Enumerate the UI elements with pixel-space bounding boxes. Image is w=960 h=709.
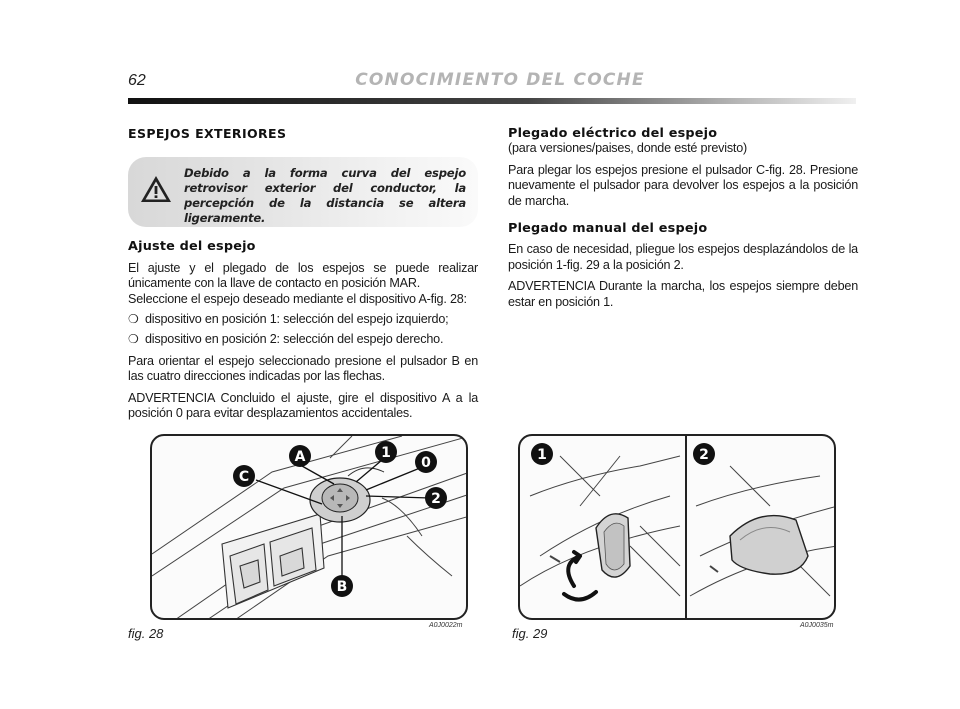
mirror-folding-illustration	[520, 436, 836, 620]
paragraph-advertencia-plegado: ADVERTENCIA Durante la marcha, los espejos siempre deben estar en posición 1.	[508, 279, 858, 309]
svg-text:1: 1	[537, 447, 547, 463]
right-column	[508, 126, 858, 310]
figure-28-label: fig. 28	[128, 626, 164, 641]
warning-box	[128, 157, 478, 227]
paragraph-advertencia-ajuste: ADVERTENCIA Concluido el ajuste, gire el dispositivo A a la posición 0 para evitar desplazamientos accidentales.	[128, 390, 478, 421]
section-title: CONOCIMIENTO DEL COCHE	[355, 70, 645, 90]
callout-1	[375, 441, 397, 463]
circle-bullet-icon: ❍	[128, 332, 139, 347]
warning-text: Debido a la forma curva del espejo retrovisor exterior del conductor, la percepción de la distancia se altera ligeramente.	[184, 166, 466, 226]
header-rule	[128, 98, 856, 104]
figure-28	[150, 434, 468, 620]
figure-29-code: A0J0035m	[800, 622, 834, 629]
paragraph-ajuste-1: El ajuste y el plegado de los espejos se puede realizar únicamente con la llave de contacto en posición MAR.	[128, 260, 478, 291]
callout-c	[233, 465, 255, 487]
svg-text:A: A	[294, 449, 306, 465]
page-number: 62	[128, 72, 146, 89]
heading-plegado-manual: Plegado manual del espejo	[508, 221, 708, 237]
heading-espejos-exteriores: ESPEJOS EXTERIORES	[128, 126, 287, 141]
callout-b	[331, 575, 353, 597]
heading-ajuste-espejo: Ajuste del espejo	[128, 239, 256, 255]
list-item: ❍ dispositivo en posición 1: selección del espejo izquierdo;	[128, 312, 449, 327]
left-column	[128, 126, 478, 421]
paragraph-plegado-electrico: Para plegar los espejos presione el pulsador C-fig. 28. Presione nuevamente el pulsador para devolver los espejos a la posición de marcha.	[508, 162, 858, 208]
mirror-control-illustration	[152, 436, 468, 620]
callout-2	[693, 443, 715, 465]
svg-text:2: 2	[431, 491, 441, 507]
callout-a	[289, 445, 311, 467]
callout-1	[531, 443, 553, 465]
note-versiones: (para versiones/paises, donde esté previsto)	[508, 141, 748, 156]
svg-text:B: B	[336, 579, 348, 595]
paragraph-ajuste-3: Para orientar el espejo seleccionado presione el pulsador B en las cuatro direcciones indicadas por las flechas.	[128, 353, 478, 384]
svg-text:1: 1	[381, 445, 391, 461]
svg-text:0: 0	[421, 455, 431, 471]
figure-29	[518, 434, 836, 620]
paragraph-ajuste-2: Seleccione el espejo deseado mediante el dispositivo A-fig. 28:	[128, 291, 467, 306]
svg-text:C: C	[238, 469, 250, 485]
list-item: ❍ dispositivo en posición 2: selección del espejo derecho.	[128, 332, 444, 347]
warning-triangle-icon	[140, 175, 172, 203]
heading-plegado-electrico: Plegado eléctrico del espejo	[508, 126, 718, 141]
circle-bullet-icon: ❍	[128, 312, 139, 327]
paragraph-plegado-manual: En caso de necesidad, pliegue los espejos desplazándolos de la posición 1-fig. 29 a la posición 2.	[508, 242, 858, 272]
callout-0	[415, 451, 437, 473]
figure-28-code: A0J0022m	[429, 622, 463, 629]
callout-2	[425, 487, 447, 509]
svg-text:2: 2	[699, 447, 709, 463]
figure-29-label: fig. 29	[512, 626, 548, 641]
